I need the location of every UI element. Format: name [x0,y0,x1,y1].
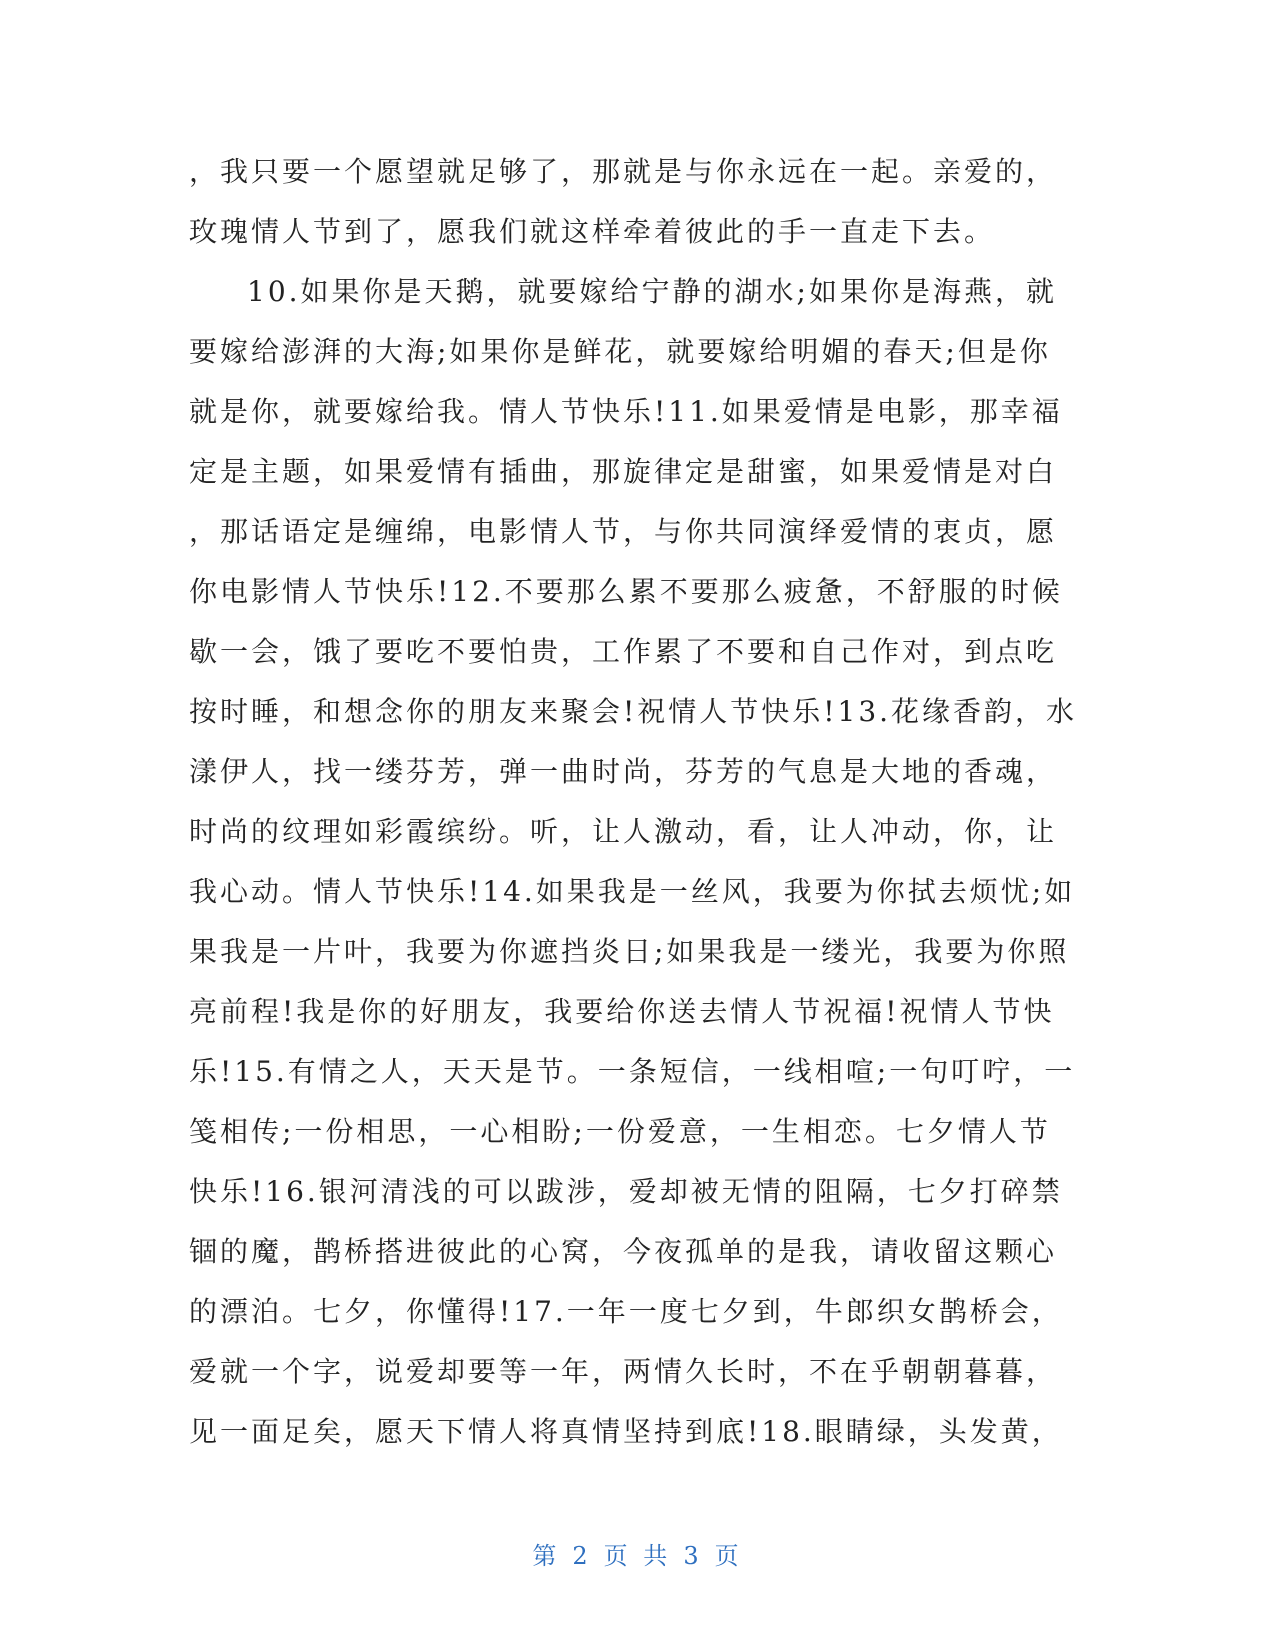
footer-prefix: 第 [532,1542,561,1570]
text-line: ，我只要一个愿望就足够了，那就是与你永远在一起。亲爱的， [189,155,1058,188]
text-line: 10.如果你是天鹅，就要嫁给宁静的湖水;如果你是海燕，就 [247,275,1057,308]
text-line: 玫瑰情人节到了，愿我们就这样牵着彼此的手一直走下去。 [189,215,996,248]
text-line: 爱就一个字，说爱却要等一年，两情久长时，不在乎朝朝暮暮， [189,1355,1058,1388]
footer-page-number: 2 [572,1542,592,1570]
text-line: 我心动。情人节快乐!14.如果我是一丝风，我要为你拭去烦忧;如 [189,875,1076,908]
text-line: 果我是一片叶，我要为你遮挡炎日;如果我是一缕光，我要为你照 [189,935,1070,968]
text-line: 快乐!16.银河清浅的可以跋涉，爱却被无情的阻隔，七夕打碎禁 [189,1175,1063,1208]
text-line: 的漂泊。七夕，你懂得!17.一年一度七夕到，牛郎织女鹊桥会， [189,1295,1063,1328]
text-line: 笺相传;一份相思，一心相盼;一份爱意，一生相恋。七夕情人节 [189,1115,1051,1148]
text-line: 时尚的纹理如彩霞缤纷。听，让人激动，看，让人冲动，你，让 [189,815,1058,848]
text-line: 要嫁给澎湃的大海;如果你是鲜花，就要嫁给明媚的春天;但是你 [189,335,1051,368]
footer-total-pages: 3 [683,1542,703,1570]
text-line: 见一面足矣，愿天下情人将真情坚持到底!18.眼睛绿，头发黄， [189,1415,1063,1448]
footer-middle: 页 共 [603,1542,672,1570]
text-line: 定是主题，如果爱情有插曲，那旋律定是甜蜜，如果爱情是对白 [189,455,1058,488]
text-line: 亮前程!我是你的好朋友，我要给你送去情人节祝福!祝情人节快 [189,995,1055,1028]
text-line: 你电影情人节快乐!12.不要那么累不要那么疲惫，不舒服的时候 [189,575,1063,608]
footer-suffix: 页 [714,1542,743,1570]
text-line: 漾伊人，找一缕芬芳，弹一曲时尚，芬芳的气息是大地的香魂， [189,755,1058,788]
text-line: 乐!15.有情之人，天天是节。一条短信，一线相喧;一句叮咛，一 [189,1055,1076,1088]
text-line: 按时睡，和想念你的朋友来聚会!祝情人节快乐!13.花缘香韵，水 [189,695,1078,728]
text-line: 锢的魔，鹊桥搭进彼此的心窝，今夜孤单的是我，请收留这颗心 [189,1235,1058,1268]
text-line: 歇一会，饿了要吃不要怕贵，工作累了不要和自己作对，到点吃 [189,635,1058,668]
text-line: ，那话语定是缠绵，电影情人节，与你共同演绎爱情的衷贞，愿 [189,515,1058,548]
body-text [189,142,1089,1462]
text-line: 就是你，就要嫁给我。情人节快乐!11.如果爱情是电影，那幸福 [189,395,1063,428]
page-footer [0,1536,1275,1571]
